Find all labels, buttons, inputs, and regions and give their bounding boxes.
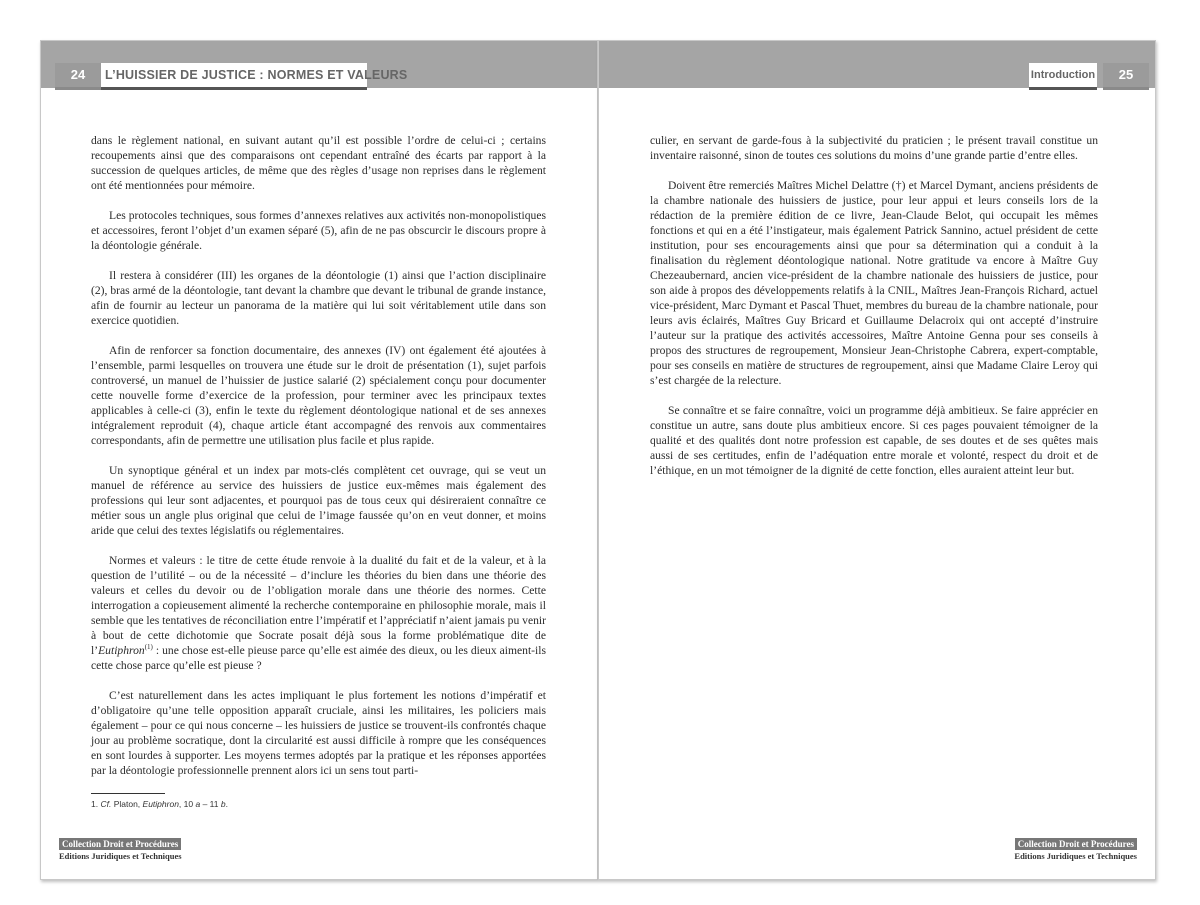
paragraph: Se connaître et se faire connaître, voici un programme déjà ambitieux. Se faire apprécier en constitue un autre, sans doute plus ambitieux encore. Si ces pages pouvaient témoigner de la qualité et des qualités dont notre profession est capable, de ses doutes et de ses quêtes mais aussi de ses certitudes, enfin de l’adéquation entre morale et volonté, respect du droit et de l’éthique, en un mot témoigner de la dignité de cette fonction, elles auraient atteint leur but. xyxy=(650,404,1098,477)
footnote-work: Eutiphron xyxy=(142,799,179,809)
footnote-cf: Cf. xyxy=(100,799,112,809)
body-text xyxy=(650,133,1098,493)
collection-label: Collection Droit et Procédures xyxy=(1015,838,1137,850)
book-spread xyxy=(40,40,1156,880)
page-number: 24 xyxy=(55,63,101,90)
right-page xyxy=(598,40,1156,880)
footnote xyxy=(91,799,551,809)
paragraph: Doivent être remerciés Maîtres Michel Delattre (†) et Marcel Dymant, anciens présidents de la chambre nationale des huissiers de justice, pour leur appui et leurs conseils lors de la rédaction de la première édition de ce livre, Jean-Claude Belot, qui occupait les mêmes fonctions et qui en a été l’instigateur, mais également Patrick Sannino, actuel président de cette institution, pour ses encouragements ainsi que pour sa détermination qui a conduit à la finalisation du règlement déontologique national. Notre gratitude va encore à Maître Guy Chezeaubernard, ancien vice-président de la chambre nationale des huissiers de justice, pour son aide à propos des développements relatifs à la CNIL, Maîtres Jean-François Richard, actuel vice-président, Marc Dymant et Pascal Thuet, membres du bureau de la chambre nationale, pour leurs avis éclairés, Maîtres Guy Bricard et Guillaume Delacroix qui ont accepté d’instruire l’auteur sur la pratique des activités accessoires, Maître Antoine Genna pour ses conseils à propos des structures de regroupement, Monsieur Jean-Christophe Cabrera, expert-comptable, pour ses conseils en matière de structures de regroupement, ainsi que Madame Claire Leroy qui s’est chargée de la relecture. xyxy=(650,179,1098,387)
left-page xyxy=(40,40,598,880)
paragraph: Les protocoles techniques, sous formes d’annexes relatives aux activités non-monopolistiques et accessoires, feront l’objet d’un examen séparé (5), afin de ne pas obscurcir le discours propre à la déontologie générale. xyxy=(91,209,546,252)
footnote-rule xyxy=(91,793,165,794)
paragraph: Un synoptique général et un index par mots-clés complètent cet ouvrage, qui se veut un manuel de référence au service des huissiers de justice eux-mêmes mais également des professions qui leur sont adjacentes, et pourquoi pas de tous ceux qui désireraient connaître ce métier sous un angle plus original que celui de l’image faussée qu’on en veut donner, et moins aride que celui des textes législatifs ou réglementaires. xyxy=(91,464,546,537)
footnote-a: a xyxy=(195,799,201,809)
text-run: Normes et valeurs : le titre de cette étude renvoie à la dualité du fait et de la valeur, et à la question de l’utilité – ou de la nécessité – d’inclure les théories du bien dans une théorie des valeurs et celles du devoir ou de l’obligation morale dans une théorie des normes. Cette interrogation a copieusement alimenté la recherche contemporaine en philosophie morale, mais il semble que les tentatives de réconciliation entre l’impératif et l’appréciatif n’aient jamais pu venir à bout de cette dichotomie que Socrate posait déjà sous la forme problématique dite de l’ xyxy=(91,554,546,657)
publisher-label: Editions Juridiques et Techniques xyxy=(59,851,182,861)
footnote-number: 1. xyxy=(91,799,99,809)
collection-label: Collection Droit et Procédures xyxy=(59,838,181,850)
paragraph: Afin de renforcer sa fonction documentaire, des annexes (IV) ont également été ajoutées à l’ensemble, parmi lesquelles on trouvera une étude sur le droit de présentation (1), sujet parfois controversé, un manuel de l’huissier de justice salarié (2) spécialement conçu pour documenter cette nouvelle forme d’exercice de la profession, pour terminer avec les principaux textes applicables à celle-ci (3), enfin le texte du règlement déontologique national et de ses annexes intégralement reproduit (4), chaque article étant accompagné des renvois aux commentaires correspondants, afin de permettre une utilisation plus facile et plus rapide. xyxy=(91,344,546,447)
footnote-ref-a: , 10 xyxy=(178,799,196,809)
work-title: Eutiphron xyxy=(98,644,145,657)
paragraph: Il restera à considérer (III) les organes de la déontologie (1) ainsi que l’action disciplinaire (2), bras armé de la déontologie, tant devant la chambre que devant le tribunal de grande instance, afin de fournir au lecteur un panorama de la matière qui lui soit véritablement utile dans son exercice quotidien. xyxy=(91,269,546,327)
footnote-dash: – 11 xyxy=(200,799,221,809)
text-run: : une chose est-elle pieuse parce qu’elle est aimée des dieux, ou les dieux aiment-ils cette chose parce qu’elle est pieuse ? xyxy=(91,644,546,672)
paragraph: culier, en servant de garde-fous à la subjectivité du praticien ; le présent travail constitue un inventaire raisonné, sinon de toutes ces solutions du moins d’une grande partie d’entre elles. xyxy=(650,134,1098,162)
paragraph: C’est naturellement dans les actes impliquant le plus fortement les notions d’impératif et d’obligatoire qu’une telle opposition apparaît cruciale, ainsi les militaires, les policiers mais également – pour ce qui nous concerne – les huissiers de justice se trouvent-ils confrontés chaque jour au problème socratique, dont la circularité est aussi difficile à rompre que les conséquences en sont lourdes à supporter. Les moyens termes adoptés par la pratique et les réponses apportées par la déontologie professionnelle prennent alors ici un sens tout parti- xyxy=(91,689,546,777)
footnote-ref: (1) xyxy=(144,643,153,652)
body-text xyxy=(91,133,546,793)
publisher-label: Editions Juridiques et Techniques xyxy=(1014,851,1137,861)
paragraph: dans le règlement national, en suivant autant qu’il est possible l’ordre de celui-ci ; certains recoupements ainsi que des comparaisons ont cependant entraîné des écarts par rapport à la succession de quelques articles, de même que des règles d’usage non reprises dans le règlement ont été mentionnées pour mémoire. xyxy=(91,134,546,192)
footnote-author: Platon, xyxy=(111,799,143,809)
page-number: 25 xyxy=(1103,63,1149,90)
footnote-end: . xyxy=(225,799,228,809)
running-head: Introduction xyxy=(1029,63,1097,90)
footnote-b: b xyxy=(220,799,226,809)
paragraph-normes xyxy=(91,553,546,673)
running-head: L’HUISSIER DE JUSTICE : NORMES ET VALEURS xyxy=(101,63,367,90)
